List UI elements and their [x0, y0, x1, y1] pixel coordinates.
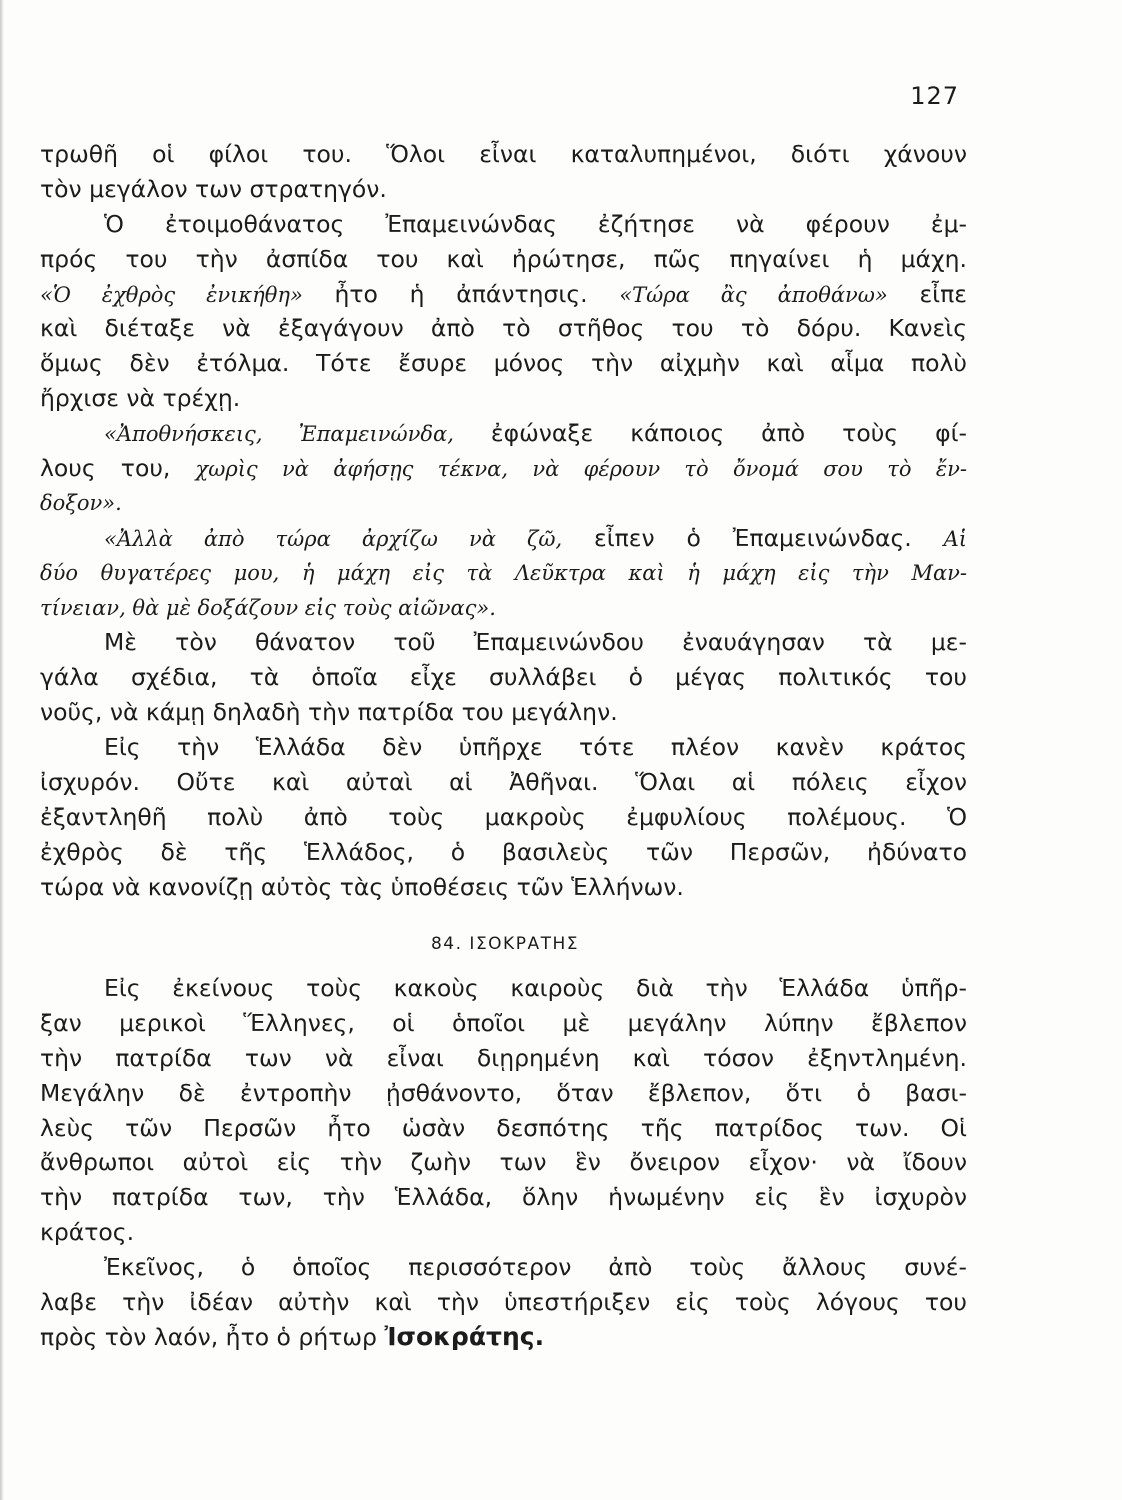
text-span: λους του, — [40, 454, 196, 483]
text-line: Ὁ ἐτοιμοθάνατος Ἐπαμεινώνδας ἐζήτησε νὰ φέρουν ἐμ- — [104, 209, 967, 238]
text-line: δοξον». — [40, 490, 122, 515]
quote: «Ἀλλὰ ἀπὸ τώρα ἀρχίζω νὰ ζῶ, — [104, 526, 563, 551]
text-line — [40, 451, 967, 486]
text-line: ἤρχισε νὰ τρέχῃ. — [40, 384, 241, 413]
text-line — [40, 277, 967, 312]
scan-edge — [0, 0, 4, 1500]
text-span: ἐφώναξε κάποιος ἀπὸ τοὺς φί- — [453, 419, 968, 448]
text-line: καὶ διέταξε νὰ ἐξαγάγουν ἀπὸ τὸ στῆθος του τὸ δόρυ. Κανεὶς — [40, 314, 967, 343]
text-line: ἄνθρωποι αὐτοὶ εἰς τὴν ζωὴν των ἓν ὄνειρον εἶχον· νὰ ἴδουν — [40, 1148, 967, 1177]
text-line: λαβε τὴν ἰδέαν αὐτὴν καὶ τὴν ὑπεστήριξεν εἰς τοὺς λόγους του — [40, 1288, 967, 1317]
text-line: ἰσχυρόν. Οὔτε καὶ αὐταὶ αἱ Ἀθῆναι. Ὅλαι αἱ πόλεις εἶχον — [40, 768, 967, 797]
text-line: Μεγάλην δὲ ἐντροπὴν ᾐσθάνοντο, ὅταν ἔβλεπον, ὅτι ὁ βασι- — [40, 1078, 967, 1107]
text-span: εἶπεν ὁ Ἐπαμεινώνδας. — [562, 523, 944, 552]
text-span: πρὸς τὸν λαόν, ἦτο ὁ ρήτωρ — [40, 1322, 385, 1351]
quote: χωρὶς νὰ ἀφήσῃς τέκνα, νὰ φέρουν τὸ ὄνομά σου τὸ ἔν- — [195, 457, 967, 482]
text-line: νοῦς, νὰ κάμῃ δηλαδὴ τὴν πατρίδα του μεγάλην. — [40, 698, 618, 727]
text-line: Εἰς ἐκείνους τοὺς κακοὺς καιροὺς διὰ τὴν Ἑλλάδα ὑπῆρ- — [104, 974, 967, 1002]
text-line: τὸν μεγάλον των στρατηγόν. — [40, 174, 387, 203]
text-line: λεὺς τῶν Περσῶν ἦτο ὡσὰν δεσπότης τῆς πατρίδος των. Οἱ — [40, 1113, 967, 1142]
quote: Αἱ — [943, 526, 967, 551]
text-line: τίνειαν, θὰ μὲ δοξάζουν εἰς τοὺς αἰῶνας». — [40, 595, 496, 620]
quote: «Ἀποθνήσκεις, Ἐπαμεινώνδα, — [104, 422, 454, 447]
text-line — [40, 416, 967, 451]
text-span: ἦτο ἡ ἀπάντησις. — [302, 279, 620, 308]
text-line: κράτος. — [40, 1218, 135, 1247]
page-number: 127 — [910, 82, 959, 110]
text-line: Μὲ τὸν θάνατον τοῦ Ἐπαμεινώνδου ἐναυάγησαν τὰ με- — [104, 628, 967, 657]
text-span: εἶπε — [887, 279, 967, 308]
body-text-lower — [40, 971, 967, 1355]
quote: «Ὁ ἐχθρὸς ἐνικήθη» — [40, 282, 303, 307]
text-line — [40, 1320, 967, 1355]
text-line — [40, 521, 967, 556]
emphasized-name: Ἰσοκράτης. — [384, 1321, 545, 1351]
text-line: τρωθῆ οἱ φίλοι του. Ὅλοι εἶναι καταλυπημένοι, διότι χάνουν — [40, 140, 967, 168]
text-line: τὴν πατρίδα των, τὴν Ἑλλάδα, ὅλην ἡνωμένην εἰς ἓν ἰσχυρὸν — [40, 1183, 967, 1212]
text-line: τώρα νὰ κανονίζῃ αὐτὸς τὰς ὑποθέσεις τῶν Ἑλλήνων. — [40, 872, 684, 901]
text-line: πρός του τὴν ἀσπίδα του καὶ ἠρώτησε, πῶς πηγαίνει ἡ μάχη. — [40, 244, 967, 273]
text-line: τὴν πατρίδα των νὰ εἶναι διῃρημένη καὶ τόσον ἐξηντλημένη. — [40, 1043, 967, 1072]
text-line: Εἰς τὴν Ἑλλάδα δὲν ὑπῆρχε τότε πλέον κανὲν κράτος — [104, 733, 967, 762]
text-line: ἐχθρὸς δὲ τῆς Ἑλλάδος, ὁ βασιλεὺς τῶν Περσῶν, ἠδύνατο — [40, 837, 967, 866]
section-heading: 84. ΙΣΟΚΡΑΤΗΣ — [430, 934, 579, 954]
text-line: ὅμως δὲν ἐτόλμα. Τότε ἔσυρε μόνος τὴν αἰχμὴν καὶ αἷμα πολὺ — [40, 349, 967, 378]
body-text-upper — [40, 137, 967, 905]
quote: «Τώρα ἂς ἀποθάνω» — [619, 282, 888, 307]
text-line: ξαν μερικοὶ Ἕλληνες, οἱ ὁποῖοι μὲ μεγάλην λύπην ἔβλεπον — [40, 1008, 967, 1037]
text-line: Ἐκεῖνος, ὁ ὁποῖος περισσότερον ἀπὸ τοὺς ἄλλους συνέ- — [104, 1253, 967, 1282]
text-line: δύο θυγατέρες μου, ἡ μάχη εἰς τὰ Λεῦκτρα καὶ ἡ μάχη εἰς τὴν Μαν- — [40, 560, 967, 585]
text-line: γάλα σχέδια, τὰ ὁποῖα εἶχε συλλάβει ὁ μέγας πολιτικός του — [40, 663, 967, 692]
text-line: ἐξαντληθῆ πολὺ ἀπὸ τοὺς μακροὺς ἐμφυλίους πολέμους. Ὁ — [40, 802, 967, 831]
